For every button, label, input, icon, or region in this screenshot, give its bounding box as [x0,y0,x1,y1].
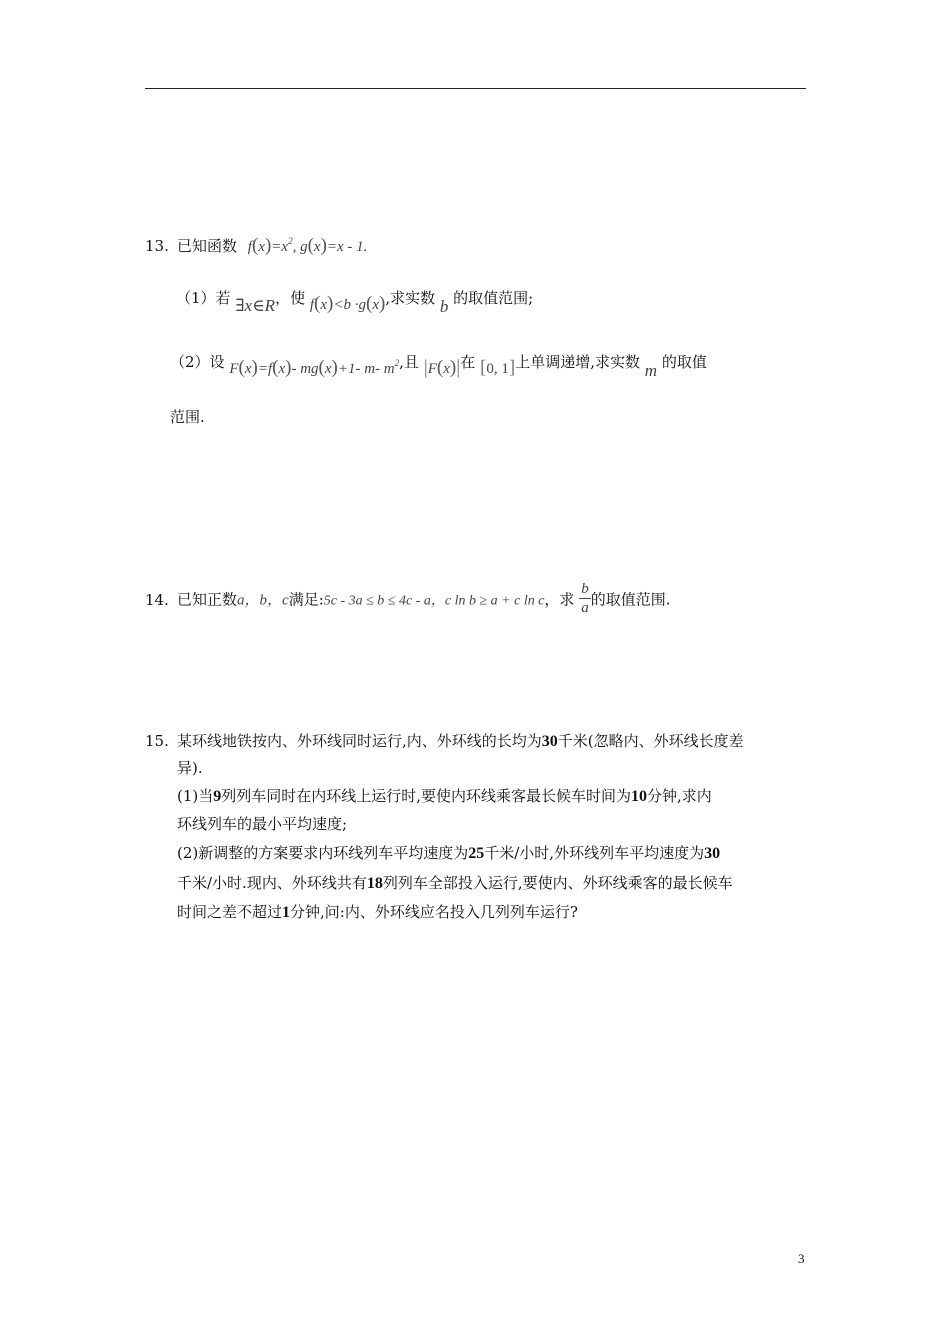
q15-part1-line2: 环线列车的最小平均速度; [177,815,348,833]
q13-part2-var: m [644,361,658,380]
q13-part1 [176,287,534,316]
q14-ask: ，求 [544,590,575,609]
q14-condition: 5c - 3a ≤ b ≤ 4c - a，c ln b ≥ a + c ln c [323,593,545,609]
q14-frac-denominator: a [581,600,589,616]
q13-intro: 已知函数 [177,237,238,255]
q13-part1-label: （1）若 [176,289,231,307]
page-number: 3 [798,1251,805,1266]
q15-part2-diff: 1 [282,904,291,921]
q13-number: 13. [145,237,169,255]
q15-text: 某环线地铁按内、外环线同时运行,内、外环线的长均为 [177,732,542,750]
q13-part2-line2: 范围. [170,408,205,426]
q15-number: 15. [145,732,169,750]
q14-fraction [579,580,591,617]
q13-intro-line [145,230,367,258]
q15-part1-trains: 9 [213,788,222,805]
q15-part2-total-trains: 18 [366,875,383,892]
q13-part2-tail: 的取值 [661,353,707,371]
q14-intro: 已知正数 [177,590,238,609]
q13-part2-interval: [0, 1] [480,357,516,378]
q15-part2-text: 分钟,问:内、外环线应名投入几列列车运行? [290,903,578,921]
q15-part2-line3 [177,901,578,924]
q15-part1-minutes: 10 [631,788,648,805]
q14-frac-numerator: b [581,581,589,597]
q15-part2-text: 列列车全部投入运行,要使内、外环线乘客的最长候车 [382,874,733,892]
q13-part1-tail: 的取值范围; [453,289,534,307]
q15-text: 千米(忽略内、外环线长度差 [557,732,744,750]
q15-part2-text: 时间之差不超过 [177,903,283,921]
q15-line1 [145,730,744,753]
q15-part2-outer-speed: 30 [704,845,721,862]
q13-part1-var: b [439,297,449,316]
q15-part1-text: 分钟,求内 [647,787,712,805]
q15-part1-line1 [177,785,712,808]
q15-part1-text: (1)当 [177,787,214,805]
q13-part2-def: F(x)=f(x)- mg(x)+1- m- $m^2$ [229,357,400,378]
q15-part2-line2 [177,872,733,895]
q15-part2-text: 千米/小时.现内、外环线共有 [177,874,367,892]
q15-length: 30 [541,733,558,750]
header-rule [145,88,806,89]
q14-tail: 的取值范围. [590,590,671,609]
q13-part1-exists: ∃x∈R [235,296,276,315]
q13-part2-text: 上单调递增,求实数 [515,353,640,371]
q13-part2-on: 在 [460,353,476,371]
q14-line [145,582,671,619]
q15-line2: 异). [177,759,203,777]
q13-part1-ineq: f(x)<b ·g(x) [309,293,386,314]
q13-part1-comma: ，使 [275,289,306,307]
q13-part1-text: ,求实数 [385,289,436,307]
q13-part2-abs: |F(x)| [423,356,461,378]
q15-part2-text: (2)新调整的方案要求内环线列车平均速度为 [177,844,469,862]
q14-number: 14. [145,590,169,609]
q14-cond-label: 满足: [288,590,324,609]
q15-part2-text: 千米/小时,外环线列车平均速度为 [484,844,705,862]
q15-part1-text: 列列车同时在内环线上运行时,要使内环线乘客最长候车时间为 [221,787,632,805]
q13-part2 [170,346,707,380]
q14-vars: a，b，c [237,592,289,609]
q15-part2-line1 [177,842,720,865]
q15-part2-inner-speed: 25 [468,845,485,862]
q13-part2-and: ,且 [399,353,419,371]
q13-part2-label: （2）设 [170,353,225,371]
q13-function-def: $f(x)=x^2$, g(x)=x - 1. [247,235,368,256]
